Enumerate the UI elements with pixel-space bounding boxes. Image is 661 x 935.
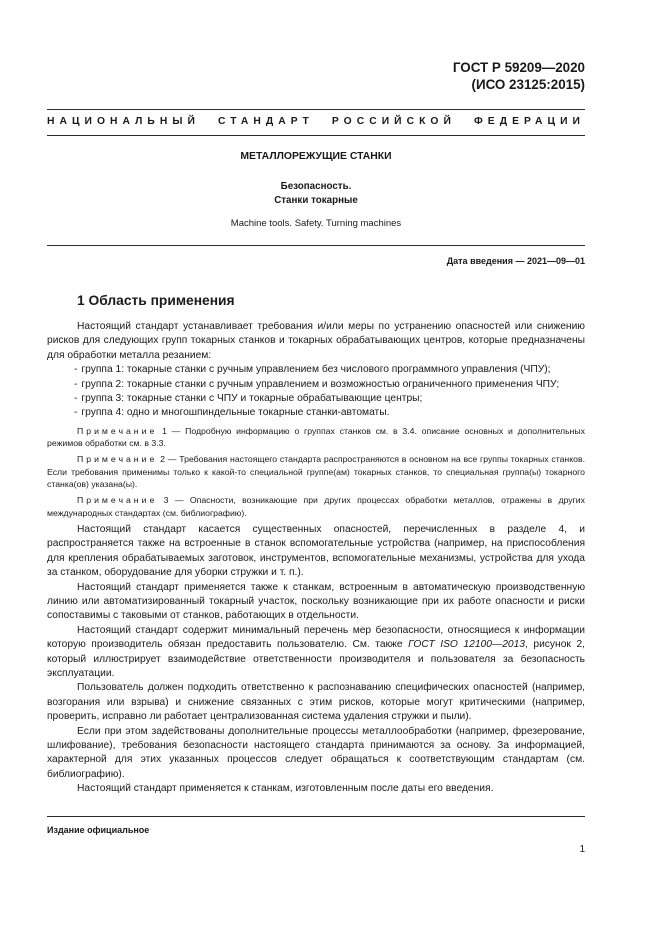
list-item: - группа 1: токарные станки с ручным управлением без числового программного управления (ЧПУ); xyxy=(74,364,551,376)
section-body xyxy=(47,320,585,797)
note-label: Примечание xyxy=(77,495,158,506)
list-item: - группа 2: токарные станки с ручным управлением и возможностью ограниченного применения ЧПУ; xyxy=(74,378,560,390)
paragraph: Настоящий стандарт устанавливает требования и/или меры по устранению опасностей или снижению рисков для следующих групп токарных станков и токарных обрабатывающих центров, которые предназначены для обработки металла резанием: xyxy=(47,321,585,361)
paragraph xyxy=(47,624,585,682)
paragraph-text: Настоящий стандарт содержит минимальный перечень мер безопасности, относящиеся к информации которую производитель обязан предоставить пользователю. См. также xyxy=(47,624,585,651)
edition-label: Издание официальное xyxy=(47,825,150,835)
document-title: МЕТАЛЛОРЕЖУЩИЕ СТАНКИ xyxy=(240,151,392,162)
national-standard-title: НАЦИОНАЛЬНЫЙ СТАНДАРТ РОССИЙСКОЙ ФЕДЕРАЦИИ xyxy=(47,116,585,127)
list-item: - группа 4: одно и многошпиндельные токарные станки-автоматы. xyxy=(74,407,390,419)
paragraph: Настоящий стандарт касается существенных опасностей, перечисленных в разделе 4, и распространяется также на встроенные в станок вспомогательные устройства (например, на приспособления для крепления обрабатываемых заготовок, инструментов, вспомогательные механизмы, устройства для ухода за станком, оборудование для уборки стружки и т. п.). xyxy=(47,523,585,579)
list-item-text: группа 4: одно и многошпиндельные токарные станки-автоматы. xyxy=(81,407,390,419)
standard-header xyxy=(453,59,585,93)
top-rule xyxy=(47,109,585,110)
list-item-text: группа 2: токарные станки с ручным управлением и возможностью ограниченного применения ЧПУ; xyxy=(81,378,560,390)
title-rule xyxy=(47,135,585,136)
paragraph: Настоящий стандарт применяется к станкам, изготовленным после даты его введения. xyxy=(77,783,494,795)
introduction-date: Дата введения — 2021—09—01 xyxy=(446,256,585,266)
footer-rule xyxy=(47,816,585,817)
note-text: 1 — Подробную информацию о группах станков см. в 3.4. описание основных и дополнительных режимов обработки см. в 3.3. xyxy=(47,425,586,449)
note-text: 3 — Опасности, возникающие при других процессах обработки металлов, отражены в других международных стандартах (см. библиографию). xyxy=(47,495,585,518)
english-title: Machine tools. Safety. Turning machines xyxy=(230,218,402,229)
note-label: Примечание xyxy=(77,425,158,436)
standard-id: ГОСТ Р 59209—2020 xyxy=(452,60,585,75)
iso-reference: (ИСО 23125:2015) xyxy=(471,77,585,92)
page-number: 1 xyxy=(579,844,585,855)
note-label: Примечание xyxy=(77,454,158,465)
note-text: 2 — Требования настоящего стандарта распространяются в основном на все группы токарных станков. Если требования применимы только к какой-то специальной группе(ам) токарных станков, то специальная группа(ы) токарного станка(ов) указана(ы). xyxy=(47,454,585,490)
document-subtitle xyxy=(47,180,585,208)
date-rule xyxy=(47,245,585,246)
list-item-text: группа 1: токарные станки с ручным управлением без числового программного управления (ЧПУ); xyxy=(81,364,551,376)
standard-reference: ГОСТ ISO 12100—2013 xyxy=(408,639,525,651)
paragraph: Настоящий стандарт применяется также к станкам, встроенным в автоматическую производственную линию или автоматизированный токарный участок, поскольку возникающие при их работе опасности и риски сопоставимы с таковыми от станков, работающих в отдельности. xyxy=(47,581,585,622)
note xyxy=(47,494,585,519)
subtitle-line-2: Станки токарные xyxy=(274,195,358,206)
list-item-text: группа 3: токарные станки с ЧПУ и токарные обрабатывающие центры; xyxy=(81,393,423,405)
subtitle-line-1: Безопасность. xyxy=(280,181,352,192)
list-item: - группа 3: токарные станки с ЧПУ и токарные обрабатывающие центры; xyxy=(74,393,423,405)
note xyxy=(47,425,585,450)
paragraph: Если при этом задействованы дополнительные процессы металлообработки (например, фрезерование, шлифование), требования безопасности настоящего стандарта принимаются за основу. За информацией, характерной для этих указанных процессов следует обращаться к соответствующим стандартам (см. библиографию). xyxy=(47,725,585,780)
paragraph: Пользователь должен подходить ответственно к распознаванию специфических опасностей (например, возгорания или взрыва) и снижение связанных с этим рисков, которые могут критическими (например, проверить, исправно ли работает централизованная система удаления стружки и пыли). xyxy=(47,682,585,723)
note xyxy=(47,453,585,490)
section-heading: 1 Область применения xyxy=(77,293,235,308)
paragraph-text: , рисунок 2, который иллюстрирует взаимодействие ответственности производителя и пользователя за безопасность эксплуатации. xyxy=(47,639,585,679)
